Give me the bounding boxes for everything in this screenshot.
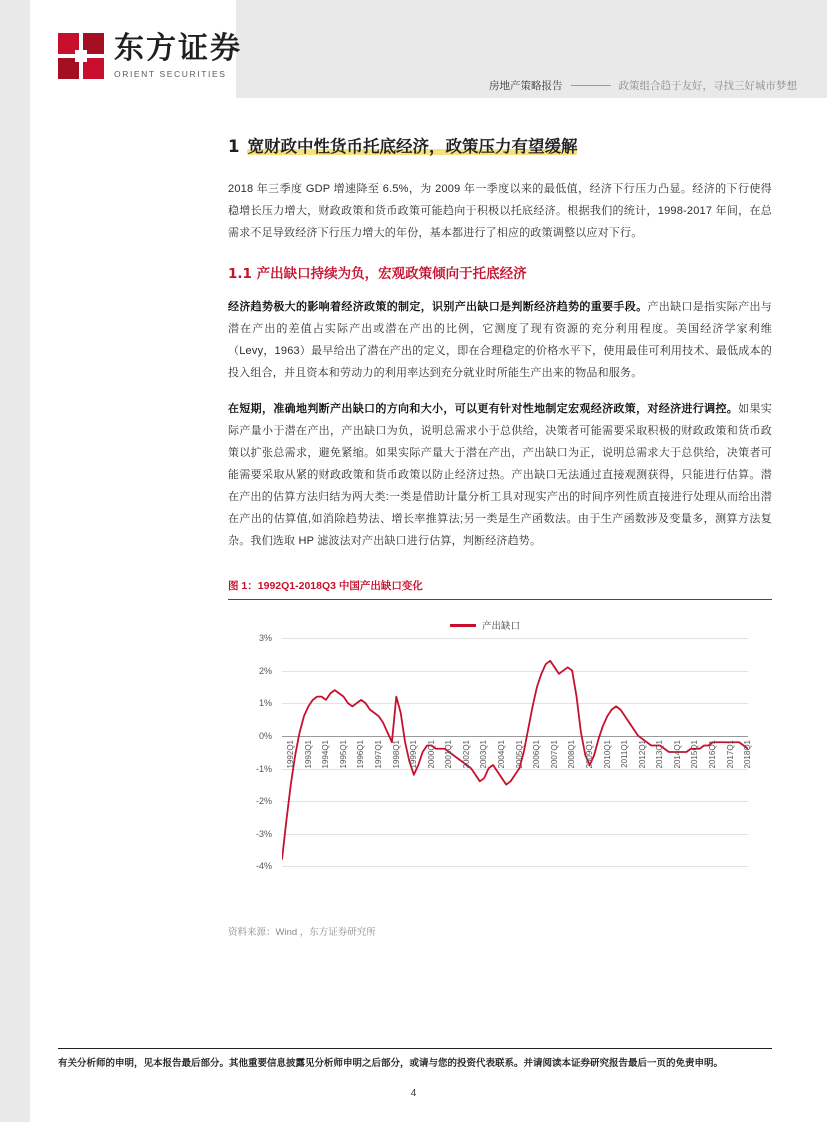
subsection-paragraph-2: [228, 398, 772, 552]
chart-y-tick-label: -3%: [255, 828, 272, 839]
chart-y-tick-label: -2%: [255, 796, 272, 807]
brand-name-en: ORIENT SECURITIES: [114, 68, 227, 79]
chart-x-tick-label: 2016Q1: [708, 740, 718, 769]
chart-x-tick-label: 2008Q1: [567, 740, 577, 769]
chart-x-axis-labels: [282, 638, 753, 866]
paragraph-1-rest: 产出缺口是指实际产出与潜在产出的差值占实际产出或潜在产出的比例，它测度了现有资源的充分利用程度。美国经济学家利维（Levy，1963）最早给出了潜在产出的定义，即在合理稳定的价格水平下，使用最佳可利用技术、最低成本的投入组合，并且资本和劳动力的利用率达到充分就业时所能生产出来的物品和服务。: [228, 301, 772, 380]
header-report-type: 房地产策略报告: [489, 80, 563, 92]
chart-x-tick-label: 2018Q1: [743, 740, 753, 769]
chart-x-tick-label: 1997Q1: [373, 740, 383, 769]
figure-label: 图 1：: [228, 580, 258, 593]
legend-swatch-icon: [450, 624, 476, 627]
chart-x-tick-label: 1995Q1: [338, 740, 348, 769]
figure-source: 资料来源：Wind ，东方证券研究所: [228, 927, 376, 939]
left-decorative-band: [0, 0, 30, 1122]
chart-y-tick-label: 2%: [258, 665, 272, 676]
subsection-paragraph-1: [228, 296, 772, 384]
chart-x-tick-label: 2000Q1: [426, 740, 436, 769]
footer-divider: [58, 1048, 772, 1049]
chart-x-tick-label: 1996Q1: [356, 740, 366, 769]
paragraph-2-rest: 如果实际产量小于潜在产出，产出缺口为负，说明总需求小于总供给，决策者可能需要采取积极的财政政策和货币政策以扩张总需求，避免紧缩。如果实际产量大于潜在产出，产出缺口为正，说明总需求大于总供给，决策者可能需要采取从紧的财政政策和货币政策以防止经济过热。产出缺口无法通过直接观测获得，只能进行估算。潜在产出的估算方法归结为两大类:一类是借助计量分析工具对现实产出的时间序列性质直接进行处理从而给出潜在产出的估算值,如消除趋势法、增长率推算法;另一类是生产函数法。由于生产函数涉及变量多，测算方法复杂。我们选取 HP 滤波法对产出缺口进行估算，判断经济趋势。: [228, 403, 772, 548]
legend-label: 产出缺口: [482, 621, 521, 633]
chart-y-tick-label: 0%: [258, 731, 272, 742]
section-title-text: 宽财政中性货币托底经济，政策压力有望缓解: [247, 137, 578, 156]
output-gap-chart: [228, 610, 772, 910]
orient-securities-logo-icon: [58, 33, 104, 79]
chart-y-tick-label: -1%: [255, 763, 272, 774]
page-header: [30, 0, 827, 118]
paragraph-2-lead: 在短期，准确地判断产出缺口的方向和大小，可以更有针对性地制定宏观经济政策，对经济进行调控。: [228, 403, 739, 416]
page-content: [228, 135, 772, 938]
section-heading: [228, 135, 772, 158]
chart-x-tick-label: 2002Q1: [461, 740, 471, 769]
chart-x-tick-label: 2017Q1: [725, 740, 735, 769]
section-number: 1: [228, 137, 240, 156]
chart-y-tick-label: 3%: [258, 633, 272, 644]
chart-x-tick-label: 1998Q1: [391, 740, 401, 769]
chart-x-tick-label: 2003Q1: [479, 740, 489, 769]
chart-x-tick-label: 2012Q1: [637, 740, 647, 769]
figure-title: 1992Q1-2018Q3 中国产出缺口变化: [257, 580, 423, 593]
chart-gridline: [282, 866, 748, 867]
page-number: 4: [410, 1088, 417, 1099]
chart-x-tick-label: 2006Q1: [532, 740, 542, 769]
subsection-number: 1.1: [228, 266, 252, 283]
figure-rule: [228, 599, 772, 600]
chart-y-tick-label: 1%: [258, 698, 272, 709]
chart-x-tick-label: 2013Q1: [655, 740, 665, 769]
chart-x-tick-label: 1999Q1: [409, 740, 419, 769]
brand-logo: [58, 30, 242, 79]
chart-y-axis-labels: [228, 633, 278, 872]
subsection-heading: [228, 264, 772, 284]
chart-x-tick-label: 2011Q1: [620, 740, 630, 768]
brand-name-cn: 东方证券: [114, 30, 242, 66]
chart-x-tick-label: 2007Q1: [549, 740, 559, 769]
chart-x-tick-label: 1994Q1: [321, 740, 331, 769]
chart-x-tick-label: 2015Q1: [690, 740, 700, 769]
footer-disclaimer: 有关分析师的申明，见本报告最后部分。其他重要信息披露见分析师申明之后部分，或请与您的投资代表联系。并请阅读本证券研究报告最后一页的免责申明。: [58, 1058, 724, 1069]
figure-caption: [228, 578, 772, 593]
header-report-subtitle: 政策组合趋于友好，寻找三好城市梦想: [618, 80, 797, 92]
section-intro-paragraph: 2018 年三季度 GDP 增速降至 6.5%，为 2009 年一季度以来的最低值，经济下行压力凸显。经济的下行使得稳增长压力增大，财政政策和货币政策可能趋向于积极以托底经济。根据我们的统计，1998-2017 年间，在总需求不足导致经济下行压力增大的年份，基本都进行了相应的政策调整以应对下行。: [228, 183, 772, 240]
header-divider: [571, 85, 611, 86]
chart-y-tick-label: -4%: [255, 861, 272, 872]
header-report-info: [489, 78, 797, 93]
chart-x-tick-label: 1992Q1: [286, 740, 295, 769]
chart-x-tick-label: 2004Q1: [497, 740, 507, 769]
chart-x-tick-label: 2005Q1: [514, 740, 524, 769]
chart-x-tick-label: 2009Q1: [584, 740, 594, 769]
subsection-title-text: 产出缺口持续为负，宏观政策倾向于托底经济: [256, 266, 527, 283]
chart-x-tick-label: 2010Q1: [602, 740, 612, 769]
chart-x-tick-label: 2001Q1: [444, 740, 454, 769]
chart-x-tick-label: 2014Q1: [672, 740, 682, 769]
chart-legend: [450, 618, 520, 632]
paragraph-1-lead: 经济趋势极大的影响着经济政策的制定，识别产出缺口是判断经济趋势的重要手段。: [228, 301, 648, 314]
figure-1: [228, 578, 772, 938]
chart-x-tick-label: 1993Q1: [303, 740, 313, 769]
